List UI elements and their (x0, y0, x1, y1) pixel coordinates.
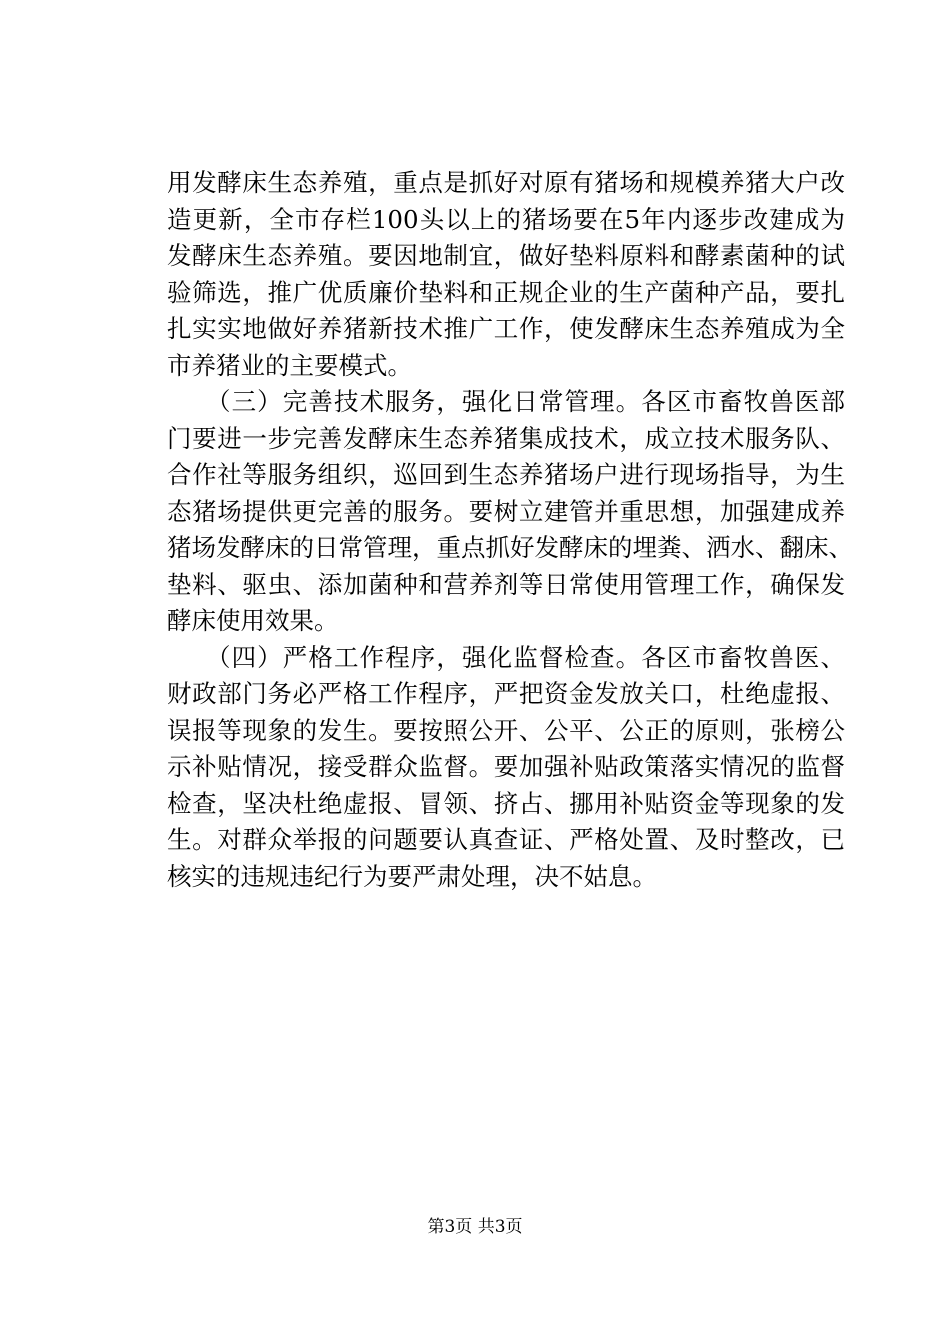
text-line-16: 误报等现象的发生。要按照公开、公平、公正的原则，张榜公 (167, 715, 845, 745)
page-footer: 第3页 共3页 (427, 1217, 523, 1237)
text-line-5: 扎实实地做好养猪新技术推广工作，使发酵床生态养殖成为全 (167, 314, 845, 343)
text-line-8: 门要进一步完善发酵床生态养猪集成技术，成立技术服务队、 (167, 423, 845, 453)
document-body (167, 165, 853, 895)
text-line-20: 核实的违规违纪行为要严肃处理，决不姑息。 (167, 861, 657, 891)
text-line-7: （三）完善技术服务，强化日常管理。各区市畜牧兽医部 (167, 387, 845, 416)
text-line-2: 造更新，全市存栏100头以上的猪场要在5年内逐步改建成为 (167, 204, 845, 234)
text-line-17: 示补贴情况，接受群众监督。要加强补贴政策落实情况的监督 (167, 752, 845, 781)
text-line-4: 验筛选，推广优质廉价垫料和正规企业的生产菌种产品，要扎 (167, 277, 845, 307)
text-line-1: 用发酵床生态养殖，重点是抓好对原有猪场和规模养猪大户改 (167, 168, 845, 197)
text-line-19: 生。对群众举报的问题要认真查证、严格处置、及时整改，已 (167, 825, 845, 854)
text-line-12: 垫料、驱虫、添加菌种和营养剂等日常使用管理工作，确保发 (167, 569, 845, 599)
text-line-9: 合作社等服务组织，巡回到生态养猪场户进行现场指导，为生 (167, 460, 845, 489)
text-line-3: 发酵床生态养殖。要因地制宜，做好垫料原料和酵素菌种的试 (167, 241, 845, 270)
text-line-14: （四）严格工作程序，强化监督检查。各区市畜牧兽医、 (167, 642, 845, 672)
text-line-13: 酵床使用效果。 (167, 606, 339, 635)
text-line-15: 财政部门务必严格工作程序，严把资金发放关口，杜绝虚报、 (167, 679, 845, 708)
text-line-6: 市养猪业的主要模式。 (167, 350, 412, 380)
text-line-10: 态猪场提供更完善的服务。要树立建管并重思想，加强建成养 (167, 496, 845, 526)
text-line-11: 猪场发酵床的日常管理，重点抓好发酵床的埋粪、洒水、翻床、 (167, 533, 853, 562)
text-line-18: 检查，坚决杜绝虚报、冒领、挤占、挪用补贴资金等现象的发 (167, 788, 845, 818)
